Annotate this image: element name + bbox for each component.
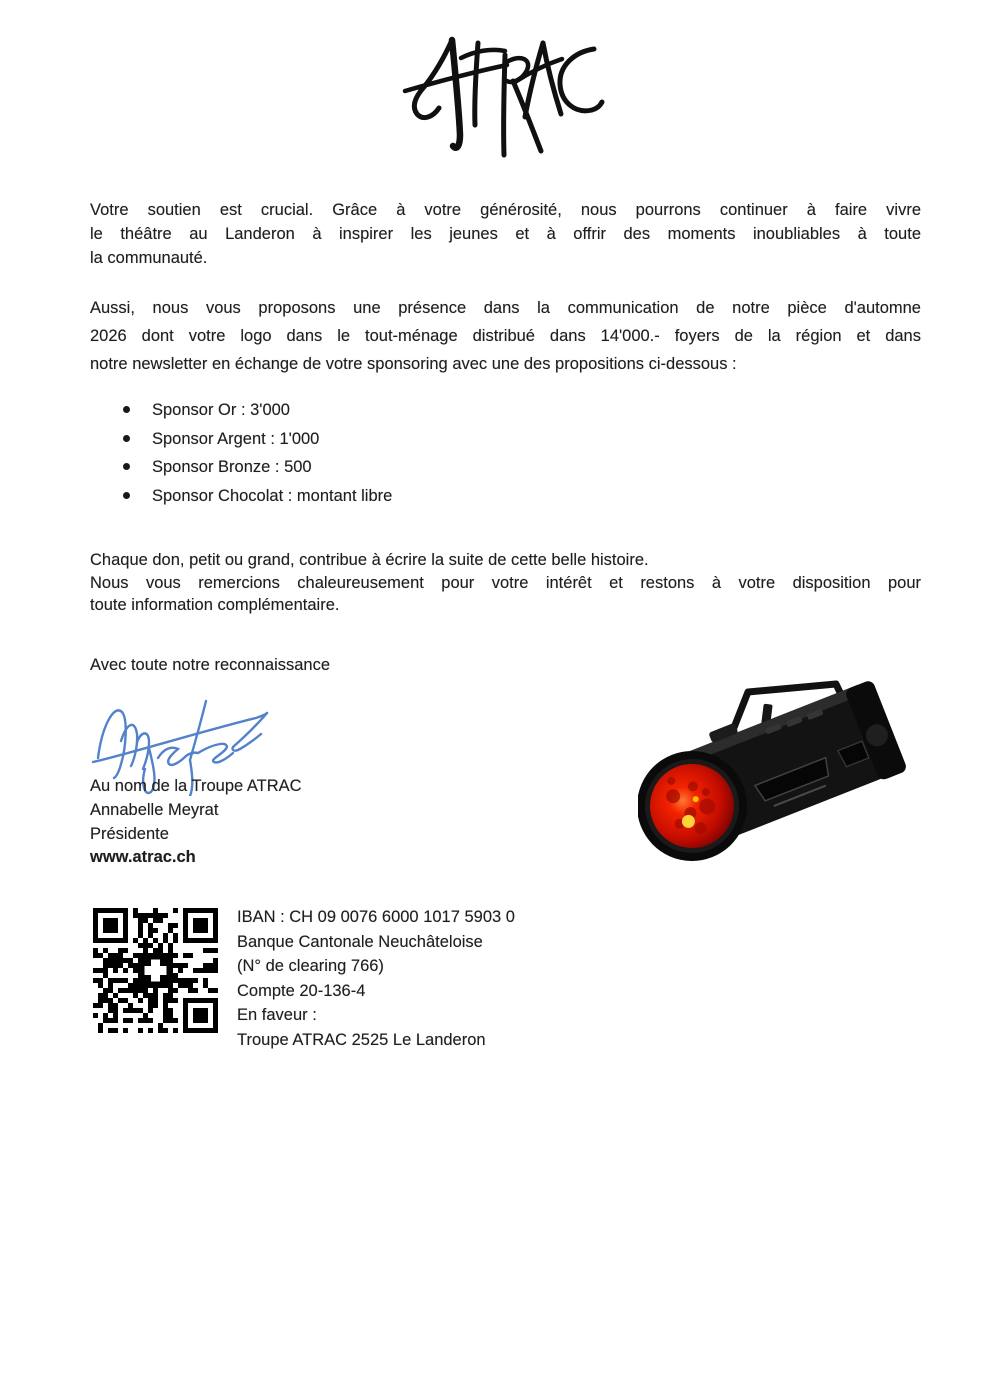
beneficiary-line: Troupe ATRAC 2525 Le Landeron [237,1030,486,1049]
sponsor-item-label: Sponsor Bronze : 500 [152,458,312,477]
intro-paragraph [90,199,921,270]
sponsor-item-label: Sponsor Or : 3'000 [152,401,290,419]
thanks-line: Chaque don, petit ou grand, contribue à écrire la suite de cette belle histoire. [90,551,649,569]
thanks-line: Nous vous remercions chaleureusement pour votre intérêt et restons à votre disposition pour [90,573,921,592]
bank-name-line: Banque Cantonale Neuchâteloise [237,932,483,951]
sponsor-item-argent [121,425,721,454]
signatory-title: Présidente [90,824,169,843]
bank-details-block [237,905,515,1053]
intro-line: le théâtre au Landeron à inspirer les jeunes et à offrir des moments inoubliables à toute [90,224,921,243]
sponsor-item-or [121,396,721,425]
intro-line: la communauté. [90,248,208,267]
proposal-paragraph [90,294,921,378]
proposal-line: notre newsletter en échange de votre sponsoring avec une des propositions ci-dessous : [90,355,737,373]
signatory-name: Annabelle Meyrat [90,800,219,819]
account-line: Compte 20-136-4 [237,981,366,1000]
sponsor-item-label: Sponsor Argent : 1'000 [152,429,320,448]
bullet-icon [123,463,130,470]
sponsor-item-bronze [121,453,721,482]
bullet-icon [123,492,130,499]
sponsor-item-label: Sponsor Chocolat : montant libre [152,486,393,505]
in-favour-line: En faveur : [237,1006,317,1025]
stage-light-image [638,658,958,873]
bullet-icon [123,406,130,413]
signatory-block [90,775,302,870]
clearing-line: (N° de clearing 766) [237,957,384,976]
thanks-paragraph [90,549,921,617]
atrac-logo [395,25,635,175]
thanks-line: toute information complémentaire. [90,596,340,615]
sponsor-item-chocolat [121,482,721,511]
proposal-line: 2026 dont votre logo dans le tout-ménage distribué dans 14'000.- foyers de la région et dans [90,327,921,345]
light-body [638,670,911,873]
intro-line: Votre soutien est crucial. Grâce à votre générosité, nous pourrons continuer à faire vivre [90,201,921,219]
swiss-qr-code [93,908,218,1033]
sponsor-list [121,396,721,510]
atrac-logo-text [0,0,1,1]
iban-line: IBAN : CH 09 0076 6000 1017 5903 0 [237,908,515,926]
signatory-on-behalf: Au nom de la Troupe ATRAC [90,777,302,795]
bullet-icon [123,435,130,442]
website-text: www.atrac.ch [90,848,196,867]
proposal-line: Aussi, nous vous proposons une présence dans la communication de notre pièce d'automne [90,299,921,317]
closing-line: Avec toute notre reconnaissance [90,656,331,674]
